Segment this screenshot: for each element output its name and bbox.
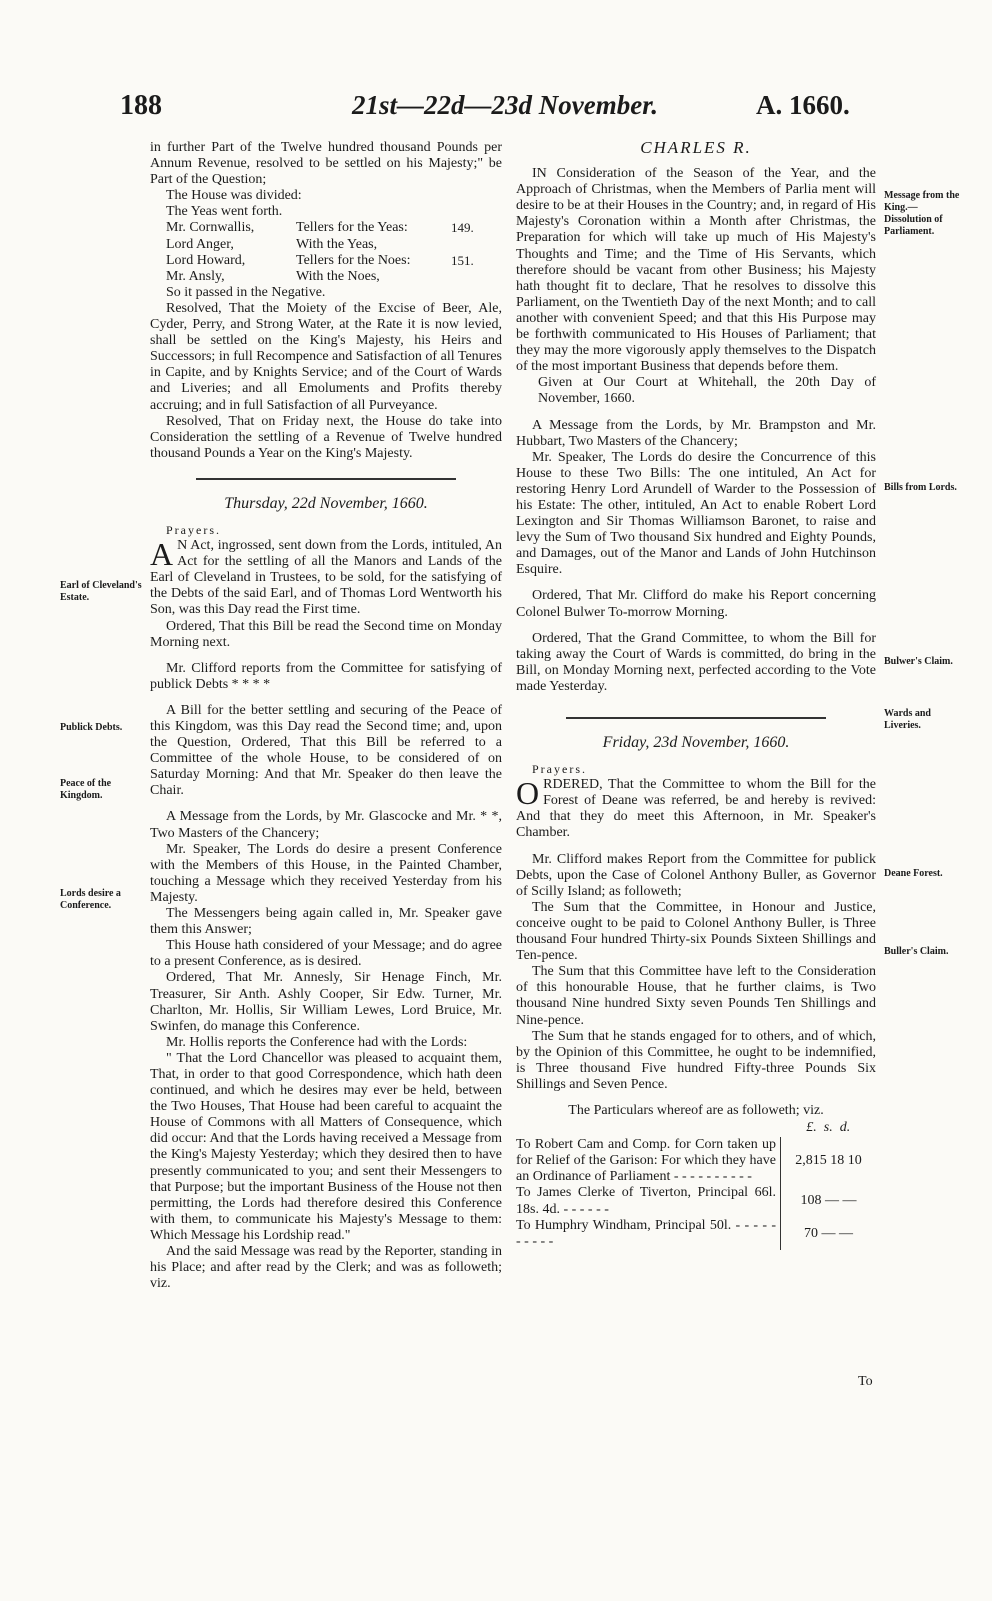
margin-note-message-king: Message from the King.—Dissolution of Parliament. — [884, 190, 960, 237]
teller-count — [451, 269, 491, 285]
teller-label: With the Yeas, — [296, 236, 378, 252]
house-divided: The House was divided: — [166, 188, 302, 204]
column-header-currency: £. s. d. — [806, 1120, 851, 1136]
continued-paragraph: in further Part of the Twelve hundred thousand Pounds per Annum Revenue, resolved to be settled on his Majesty;" be Part of the Question; — [150, 140, 502, 188]
table-row — [516, 1218, 876, 1250]
table-row — [516, 1185, 876, 1217]
prayers-label: Prayers. — [166, 522, 221, 537]
ordered-grand-committee: Ordered, That the Grand Committee, to whom the Bill for taking away the Court of Wards is committed, do bring in the Bill, on Monday Morning next, perfected according to the Vote made Yesterday. — [516, 630, 876, 694]
negative-result: So it passed in the Negative. — [166, 284, 326, 300]
section-divider — [566, 717, 826, 719]
tellers-row — [150, 237, 502, 253]
header-year: A. 1660. — [756, 90, 850, 120]
teller-label: Tellers for the Yeas: — [296, 220, 408, 236]
conference-quote: " That the Lord Chancellor was pleased to acquaint them, That, in order to that good Correspondence, which hath deen continued, and which he desires may ever be held, between the Two Houses, That House had been careful to acquaint the House of Commons with all Matters of Consequence, which did occur: And that the Lords having received a Message from the King's Majesty Yesterday; which they desired then to have presently communicated to you; and sent their Messengers to that Purpose; but the important Business of the House not then permitting, the Lords had therefore desired this Conference with them, to communicate his Majesty's Message to them: Which Message his Lordship read." — [150, 1050, 502, 1243]
table-cell-description: To Robert Cam and Comp. for Corn taken up for Relief of the Garison: For which they have an Ordinance of Parliament - - - - - - - - - - — [516, 1137, 781, 1185]
peace-bill: A Bill for the better settling and securing of the Peace of this Kingdom, was this Day read the Second time; and, upon the Question, Ordered, That this Bill be referred to a Committee of the whole House, to be considered of on Saturday Morning: And that Mr. Speaker do then leave the Chair. — [150, 702, 502, 799]
ordered-deane-forest — [516, 777, 876, 841]
teller-label: With the Noes, — [296, 268, 380, 284]
day-heading-friday: Friday, 23d November, 1660. — [602, 734, 790, 751]
margin-note-cleveland: Earl of Cleveland's Estate. — [60, 580, 142, 603]
particulars-heading: The Particulars whereof are as followeth; viz. — [568, 1102, 824, 1118]
royal-signature: CHARLES R. — [640, 138, 752, 157]
ordered-second-reading: Ordered, That this Bill be read the Second time on Monday Morning next. — [150, 618, 502, 650]
section-divider — [196, 478, 456, 480]
day-heading-thursday: Thursday, 22d November, 1660. — [224, 494, 428, 512]
table-cell-amount: 108 — — — [800, 1193, 857, 1209]
margin-note-lords-conference: Lords desire a Conference. — [60, 888, 121, 911]
page-header — [0, 90, 992, 136]
ordered-clifford-report: Ordered, That Mr. Clifford do make his Report concerning Colonel Bulwer To-morrow Morning. — [516, 588, 876, 620]
resolved-revenue: Resolved, That on Friday next, the House do take into Consideration the settling of a Revenue of Twelve hundred thousand Pounds a Year on the King's Majesty. — [150, 413, 502, 461]
hollis-reports: Mr. Hollis reports the Conference had with the Lords: — [166, 1034, 468, 1050]
speaker-conference: Mr. Speaker, The Lords do desire a present Conference with the Members of this House, in the Painted Chamber, touching a Message which they received Yesterday from his Majesty. — [150, 841, 502, 905]
message-read: And the said Message was read by the Reporter, standing in his Place; and after read by the Clerk; and was as followeth; viz. — [150, 1244, 502, 1292]
table-cell-amount: 2,815 18 10 — [795, 1153, 862, 1169]
teller-name: Lord Howard, — [166, 252, 246, 268]
right-column — [516, 140, 876, 1250]
sum-honour-justice: The Sum that the Committee, in Honour and Justice, conceive ought to be paid to Colonel Anthony Buller, is Three thousand Four hundred Thirty-six Pounds Sixteen Shillings and Ten-pence. — [516, 899, 876, 964]
resolved-excise: Resolved, That the Moiety of the Excise of Beer, Ale, Cyder, Perry, and Strong Water, at the Rate it is now levied, shall be settled on the King's Majesty, his Heirs and Successors; in full Recompence and Satisfaction of all Tenures in Capite, and by Knights Service; and of the Court of Wards and Liveries; and all Emoluments and Profits thereby accruing; and in full Satisfaction of all Purveyance. — [150, 300, 502, 413]
particulars-table — [516, 1119, 876, 1250]
tellers-row — [150, 220, 502, 236]
message-brampston: A Message from the Lords, by Mr. Brampston and Mr. Hubbart, Two Masters of the Chancery; — [516, 417, 876, 449]
house-considered: This House hath considered of your Message; and do agree to a present Conference, as is desired. — [150, 938, 502, 970]
ordered-deane-text: RDERED, That the Committee to whom the Bill for the Forest of Deane was referred, be and hereby is revived: And that they do meet this Afternoon, in Mr. Speaker's Chamber. — [516, 777, 876, 841]
margin-note-publick-debts: Publick Debts. — [60, 722, 123, 733]
header-dates: 21st—22d—23d November. — [352, 90, 658, 120]
tellers-row — [150, 253, 502, 269]
margin-note-wards: Wards and Liveries. — [884, 708, 931, 731]
teller-count: 151. — [451, 252, 474, 268]
message-from-lords: A Message from the Lords, by Mr. Glascocke and Mr. * *, Two Masters of the Chancery; — [150, 809, 502, 841]
royal-message: IN Consideration of the Season of the Year, and the Approach of Christmas, when the Members of Parlia ment will desire to be at their Houses in the Country; and, in regard of His Majesty's Coronation within a Month after Christmas, the Preparation for which will take up much of His Majesty's Thoughts and Time; and the Time of His Servants, which therefore should be vacant from other Business; his Majesty hath thought fit to declare, That he resolves to dissolve this Parliament, on the Twentieth Day of the next Month; and to call another with convenient Speed; and that this His Purpose may be forthwith communicated to His Houses of Parliament; that they may the more vigorously apply themselves to the Dispatch of the most important Business that depends before them. — [516, 166, 876, 375]
tellers-row — [150, 269, 502, 285]
table-cell-amount: 70 — — — [804, 1225, 853, 1241]
teller-name: Lord Anger, — [166, 236, 234, 252]
clifford-buller-report: Mr. Clifford makes Report from the Committee for publick Debts, upon the Case of Colonel Anthony Buller, as Governor of Scilly Island; as followeth; — [516, 851, 876, 899]
sum-further-claims: The Sum that this Committee have left to the Consideration of this honourable House, that he further claims, is Two thousand Nine hundred Sixty seven Pounds Ten Shillings and Nine-pence. — [516, 964, 876, 1028]
teller-name: Mr. Ansly, — [166, 268, 225, 284]
margin-note-deane: Deane Forest. — [884, 868, 943, 879]
margin-note-buller: Buller's Claim. — [884, 946, 949, 957]
tellers-list — [150, 220, 502, 284]
drop-cap: A — [150, 536, 174, 573]
ordered-manage: Ordered, That Mr. Annesly, Sir Henage Finch, Mr. Treasurer, Sir Anth. Ashly Cooper, Sir Edw. Turner, Mr. Charlton, Mr. Hollis, Sir William Lewes, Lord Bruice, Mr. Swinfen, do manage this Conference. — [150, 970, 502, 1034]
table-header-row — [516, 1119, 876, 1137]
margin-note-bills-lords: Bills from Lords. — [884, 482, 957, 493]
act-paragraph — [150, 538, 502, 618]
sum-engaged: The Sum that he stands engaged for to others, and of which, by the Opinion of this Committee, he ought to be indemnified, is Three thousand Five hundred Fifty-three Pounds Six Shillings and Seven Pence. — [516, 1028, 876, 1092]
teller-count: 149. — [451, 220, 474, 236]
margin-note-bulwer: Bulwer's Claim. — [884, 656, 953, 667]
teller-count — [451, 237, 491, 253]
table-cell-description: To James Clerke of Tiverton, Principal 66l. 18s. 4d. - - - - - - — [516, 1185, 781, 1217]
table-row — [516, 1137, 876, 1185]
catchword: To — [858, 1374, 873, 1389]
yeas-went-forth: The Yeas went forth. — [166, 204, 283, 220]
margin-note-peace: Peace of the Kingdom. — [60, 778, 112, 801]
drop-cap: O — [516, 775, 540, 812]
prayers-label: Prayers. — [532, 762, 587, 777]
messengers-called: The Messengers being again called in, Mr. Speaker gave them this Answer; — [150, 906, 502, 938]
page-number: 188 — [120, 90, 162, 121]
act-text: N Act, ingrossed, sent down from the Lords, intituled, An Act for the settling of all the Manors and Lands of the Earl of Cleveland in Trustees, to be sold, for the satisfying of the Debts of the said Earl, and of Thomas Lord Wentworth his Son, was this Day read the First time. — [150, 538, 502, 618]
table-cell-description: To Humphry Windham, Principal 50l. - - - - - - - - - - — [516, 1218, 781, 1250]
given-at-whitehall: Given at Our Court at Whitehall, the 20th Day of November, 1660. — [538, 375, 876, 407]
clifford-reports: Mr. Clifford reports from the Committee for satisfying of publick Debts * * * * — [150, 660, 502, 692]
speaker-two-bills: Mr. Speaker, The Lords do desire the Concurrence of this House to these Two Bills: The one intituled, An Act for restoring Henry Lord Arundell of Warder to the Possession of his Estate: The other, intituled, An Act to enable Robert Lord Lexington and Sir Thomas Williamson Baronet, to raise and levy the Sum of Two thousand Six hundred and Eighty Pounds, and Damages, out of the Manor and Lands of John Hutchinson Esquire. — [516, 449, 876, 578]
teller-label: Tellers for the Noes: — [296, 252, 411, 268]
left-column — [150, 140, 502, 1292]
teller-name: Mr. Cornwallis, — [166, 220, 255, 236]
